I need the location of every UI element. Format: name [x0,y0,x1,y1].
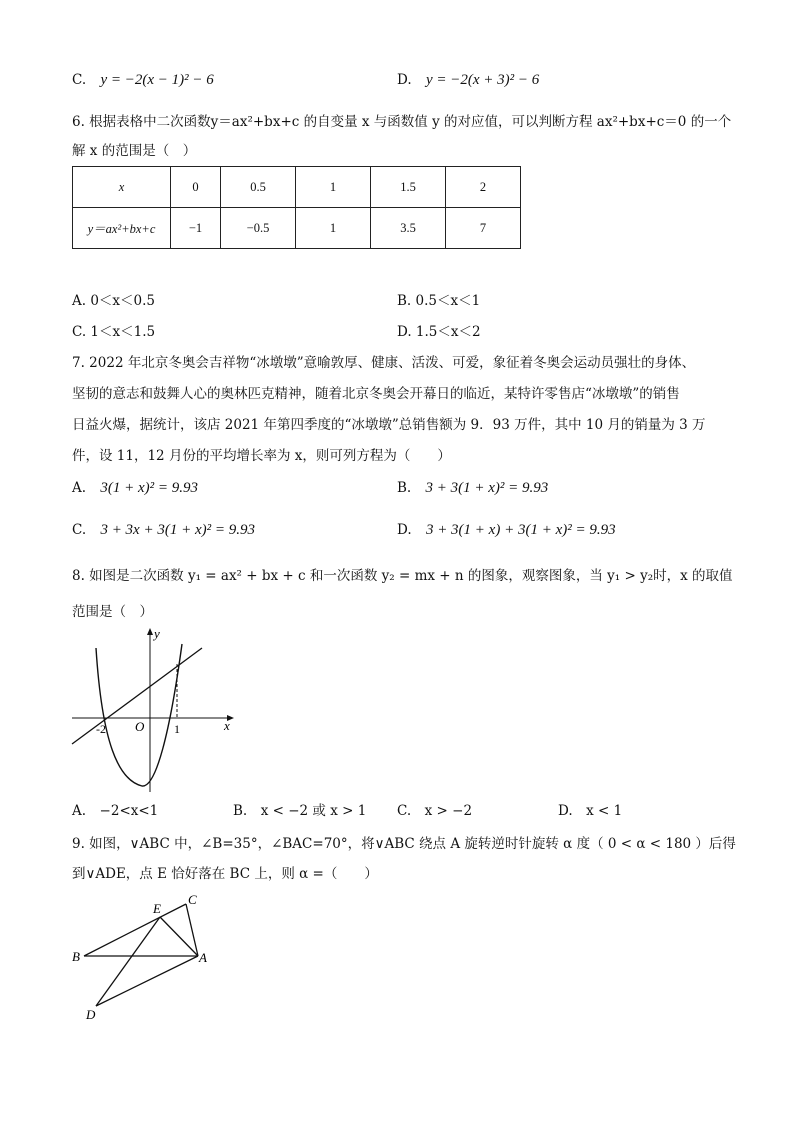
point-label-d: D [86,1007,96,1022]
segment-da [96,956,198,1006]
segment-ca [186,904,198,956]
table-cell: 1 [296,167,371,208]
table-cell: 0 [171,167,221,208]
q7-option-a-formula: 3(1 + x)² = 9.93 [100,480,198,496]
point-label-e: E [153,901,161,916]
q7-line3: 日益火爆，据统计，该店 2021 年第四季度的“冰墩墩”总销售额为 9．93 万件，其中 10 月的销量为 3 万 [72,417,706,433]
q7-option-a [72,480,198,497]
q6-option-c: C. 1＜x＜1.5 [72,324,156,340]
q7-option-b [397,480,548,497]
q6-stem-line1: 6. 根据表格中二次函数y＝ax²+bx+c 的自变量 x 与函数值 y 的对应值，可以判断方程 ax²+bx+c＝0 的一个 [72,114,732,130]
q7-option-a-label: A. [72,480,87,496]
q7-option-c-formula: 3 + 3x + 3(1 + x)² = 9.93 [100,522,255,538]
q6-option-b: B. 0.5＜x＜1 [397,293,481,309]
point-label-c: C [188,892,197,907]
q8-line2: 范围是（ ） [72,604,153,620]
q9-triangle-figure [66,888,226,1028]
q7-line2: 坚韧的意志和鼓舞人心的奥林匹克精神，随着北京冬奥会开幕日的临近，某特许零售店“冰墩墩”的销售 [72,386,680,402]
q9-line1: 9. 如图，∨ABC 中，∠B=35°，∠BAC=70°，将∨ABC 绕点 A 旋转逆时针旋转 α 度（ 0 < α < 180 ）后得 [72,836,736,852]
table-cell: 3.5 [371,208,446,249]
table-cell: 1.5 [371,167,446,208]
table-cell: 2 [446,167,521,208]
q5-option-d [397,72,539,89]
table-cell: 0.5 [221,167,296,208]
q8-option-b: B. x < −2 或 x > 1 [233,803,367,819]
q8-function-graph [66,622,241,802]
y-axis-arrow-icon [147,628,153,635]
q5-option-c [72,72,214,89]
table-row [73,167,521,208]
q5-option-c-label: C. [72,72,87,88]
q6-option-d: D. 1.5＜x＜2 [397,324,481,340]
table-header-y: y＝ax²+bx+c [73,208,171,249]
q7-option-d-label: D. [397,522,412,538]
origin-label: O [135,719,145,734]
q8-option-d: D. x < 1 [558,803,623,819]
q6-option-a: A. 0＜x＜0.5 [72,293,156,309]
q7-option-c [72,522,255,539]
point-label-a: A [199,950,207,965]
q8-option-a: A. −2<x<1 [72,803,159,819]
segment-bc [84,904,186,956]
table-header-x: x [73,167,171,208]
tick-label-1: 1 [174,722,180,736]
q6-stem-line2: 解 x 的范围是（ ） [72,143,197,159]
point-label-b: B [72,949,80,964]
q5-option-c-formula: y = −2(x − 1)² − 6 [100,72,214,88]
q8-option-c: C. x > −2 [397,803,473,819]
table-cell: −1 [171,208,221,249]
q8-line1: 8. 如图是二次函数 y₁ = ax² + bx + c 和一次函数 y₂ = mx + n 的图象，观察图象，当 y₁ > y₂时，x 的取值 [72,568,733,584]
q7-option-b-formula: 3 + 3(1 + x)² = 9.93 [425,480,549,496]
q7-option-b-label: B. [397,480,412,496]
q7-option-d [397,522,616,539]
tick-label-neg2: -2 [96,722,106,736]
q5-option-d-formula: y = −2(x + 3)² − 6 [425,72,540,88]
q7-option-c-label: C. [72,522,87,538]
y-axis-label: y [154,626,160,641]
q7-option-d-formula: 3 + 3(1 + x) + 3(1 + x)² = 9.93 [425,522,616,538]
segment-ea [160,917,198,956]
table-cell: −0.5 [221,208,296,249]
q7-line1: 7. 2022 年北京冬奥会吉祥物“冰墩墩”意喻敦厚、健康、活泼、可爱，象征着冬奥会运动员强壮的身体、 [72,355,696,371]
q5-option-d-label: D. [397,72,412,88]
parabola-curve [96,644,182,786]
q7-line4: 件，设 11，12 月份的平均增长率为 x，则可列方程为（ ） [72,448,451,464]
segment-ed [96,917,160,1006]
table-row [73,208,521,249]
table-cell: 1 [296,208,371,249]
table-cell: 7 [446,208,521,249]
q9-line2: 到∨ADE，点 E 恰好落在 BC 上，则 α =（ ） [72,866,378,882]
x-axis-label: x [224,718,230,733]
q6-value-table [72,166,521,249]
